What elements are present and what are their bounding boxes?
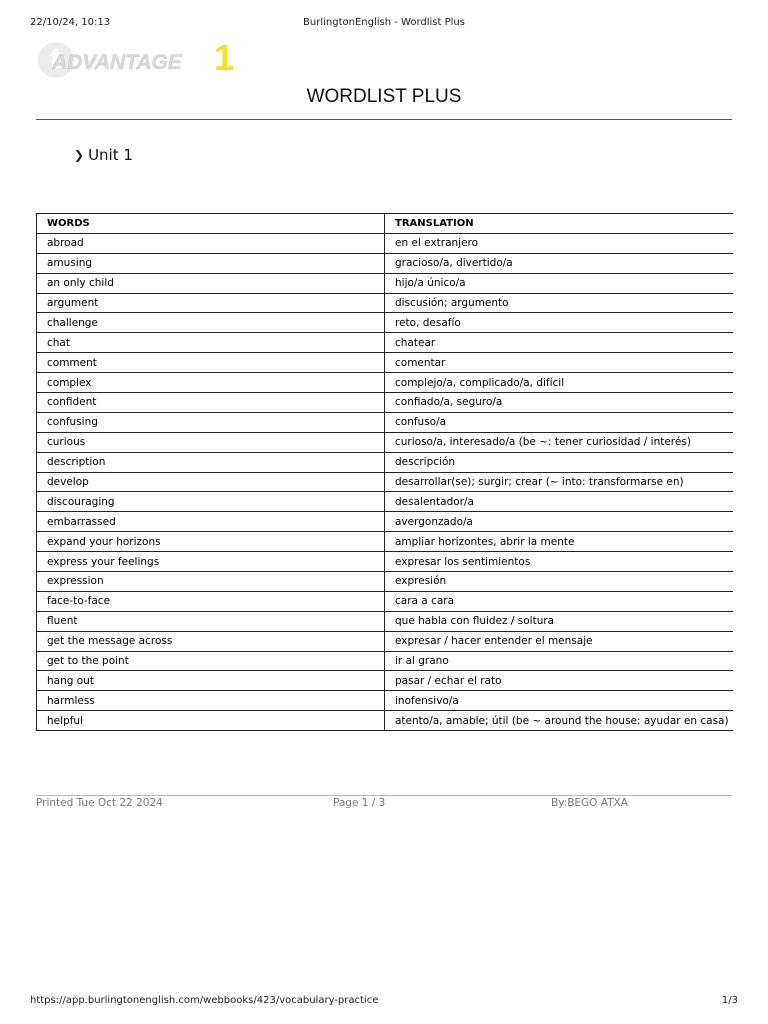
advantage-logo xyxy=(36,38,241,80)
column-header-translation: TRANSLATION xyxy=(385,214,734,234)
table-row xyxy=(37,393,734,413)
unit-heading[interactable] xyxy=(74,146,133,164)
cell-word: embarrassed xyxy=(37,512,385,532)
cell-translation: pasar / echar el rato xyxy=(385,671,734,691)
cell-translation: ampliar horizontes, abrir la mente xyxy=(385,532,734,552)
logo-wordmark: ADVANTAGE xyxy=(52,51,182,74)
cell-word: expression xyxy=(37,572,385,592)
table-row xyxy=(37,373,734,393)
cell-translation: confuso/a xyxy=(385,412,734,432)
table-row xyxy=(37,452,734,472)
cell-translation: discusión; argumento xyxy=(385,293,734,313)
cell-word: confident xyxy=(37,393,385,413)
table-row xyxy=(37,552,734,572)
cell-word: amusing xyxy=(37,253,385,273)
chevron-right-icon: ❯ xyxy=(74,148,85,162)
print-footer xyxy=(0,995,768,1009)
table-row xyxy=(37,532,734,552)
table-row xyxy=(37,273,734,293)
cell-translation: curioso/a, interesado/a (be ~: tener curiosidad / interés) xyxy=(385,432,734,452)
table-row xyxy=(37,353,734,373)
printed-by: By:BEGO ATXA xyxy=(551,797,628,809)
wordlist-body xyxy=(37,233,734,730)
printed-date: Printed Tue Oct 22 2024 xyxy=(36,797,163,809)
print-page-title: BurlingtonEnglish - Wordlist Plus xyxy=(303,17,465,28)
cell-word: chat xyxy=(37,333,385,353)
table-row xyxy=(37,492,734,512)
table-row xyxy=(37,333,734,353)
cell-translation: desarrollar(se); surgir; crear (~ into: transformarse en) xyxy=(385,472,734,492)
cell-translation: desalentador/a xyxy=(385,492,734,512)
cell-translation: descripción xyxy=(385,452,734,472)
cell-translation: comentar xyxy=(385,353,734,373)
table-row xyxy=(37,313,734,333)
cell-word: helpful xyxy=(37,711,385,731)
cell-translation: inofensivo/a xyxy=(385,691,734,711)
footer-divider xyxy=(36,795,732,796)
table-row xyxy=(37,512,734,532)
cell-translation: gracioso/a, divertido/a xyxy=(385,253,734,273)
cell-translation: expresar los sentimientos xyxy=(385,552,734,572)
column-header-words: WORDS xyxy=(37,214,385,234)
cell-word: an only child xyxy=(37,273,385,293)
cell-translation: expresar / hacer entender el mensaje xyxy=(385,631,734,651)
cell-word: express your feelings xyxy=(37,552,385,572)
cell-word: discouraging xyxy=(37,492,385,512)
page-footer xyxy=(36,797,732,811)
table-row xyxy=(37,671,734,691)
cell-translation: en el extranjero xyxy=(385,233,734,253)
page-url: https://app.burlingtonenglish.com/webbooks/423/vocabulary-practice xyxy=(30,995,379,1006)
print-datetime: 22/10/24, 10:13 xyxy=(30,17,111,28)
cell-word: curious xyxy=(37,432,385,452)
print-page-count: 1/3 xyxy=(721,995,738,1006)
cell-word: hang out xyxy=(37,671,385,691)
cell-word: get the message across xyxy=(37,631,385,651)
table-row xyxy=(37,253,734,273)
page-number: Page 1 / 3 xyxy=(333,797,386,809)
cell-translation: expresión xyxy=(385,572,734,592)
advantage-logo-graphic xyxy=(36,38,241,80)
table-row xyxy=(37,651,734,671)
table-row xyxy=(37,472,734,492)
table-row xyxy=(37,412,734,432)
cell-word: confusing xyxy=(37,412,385,432)
cell-word: face-to-face xyxy=(37,591,385,611)
table-row xyxy=(37,711,734,731)
cell-word: abroad xyxy=(37,233,385,253)
table-row xyxy=(37,591,734,611)
cell-translation: atento/a, amable; útil (be ~ around the house: ayudar en casa) xyxy=(385,711,734,731)
table-row xyxy=(37,293,734,313)
table-row xyxy=(37,631,734,651)
cell-word: argument xyxy=(37,293,385,313)
wordlist-table xyxy=(36,213,733,731)
page-title: WORDLIST PLUS xyxy=(306,86,462,107)
title-divider xyxy=(36,119,732,120)
cell-translation: chatear xyxy=(385,333,734,353)
cell-translation: que habla con fluidez / soltura xyxy=(385,611,734,631)
cell-word: fluent xyxy=(37,611,385,631)
table-row xyxy=(37,611,734,631)
print-header xyxy=(0,17,768,31)
cell-word: challenge xyxy=(37,313,385,333)
cell-word: description xyxy=(37,452,385,472)
cell-word: comment xyxy=(37,353,385,373)
table-header-row xyxy=(37,214,734,234)
cell-word: expand your horizons xyxy=(37,532,385,552)
cell-word: complex xyxy=(37,373,385,393)
table-row xyxy=(37,432,734,452)
unit-label: Unit 1 xyxy=(88,146,133,164)
cell-translation: reto, desafío xyxy=(385,313,734,333)
cell-translation: ir al grano xyxy=(385,651,734,671)
logo-number: 1 xyxy=(214,38,235,78)
cell-translation: cara a cara xyxy=(385,591,734,611)
table-row xyxy=(37,691,734,711)
cell-word: develop xyxy=(37,472,385,492)
cell-translation: complejo/a, complicado/a, difícil xyxy=(385,373,734,393)
cell-translation: confiado/a, seguro/a xyxy=(385,393,734,413)
cell-word: harmless xyxy=(37,691,385,711)
cell-translation: avergonzado/a xyxy=(385,512,734,532)
table-row xyxy=(37,233,734,253)
cell-translation: hijo/a único/a xyxy=(385,273,734,293)
cell-word: get to the point xyxy=(37,651,385,671)
table-row xyxy=(37,572,734,592)
